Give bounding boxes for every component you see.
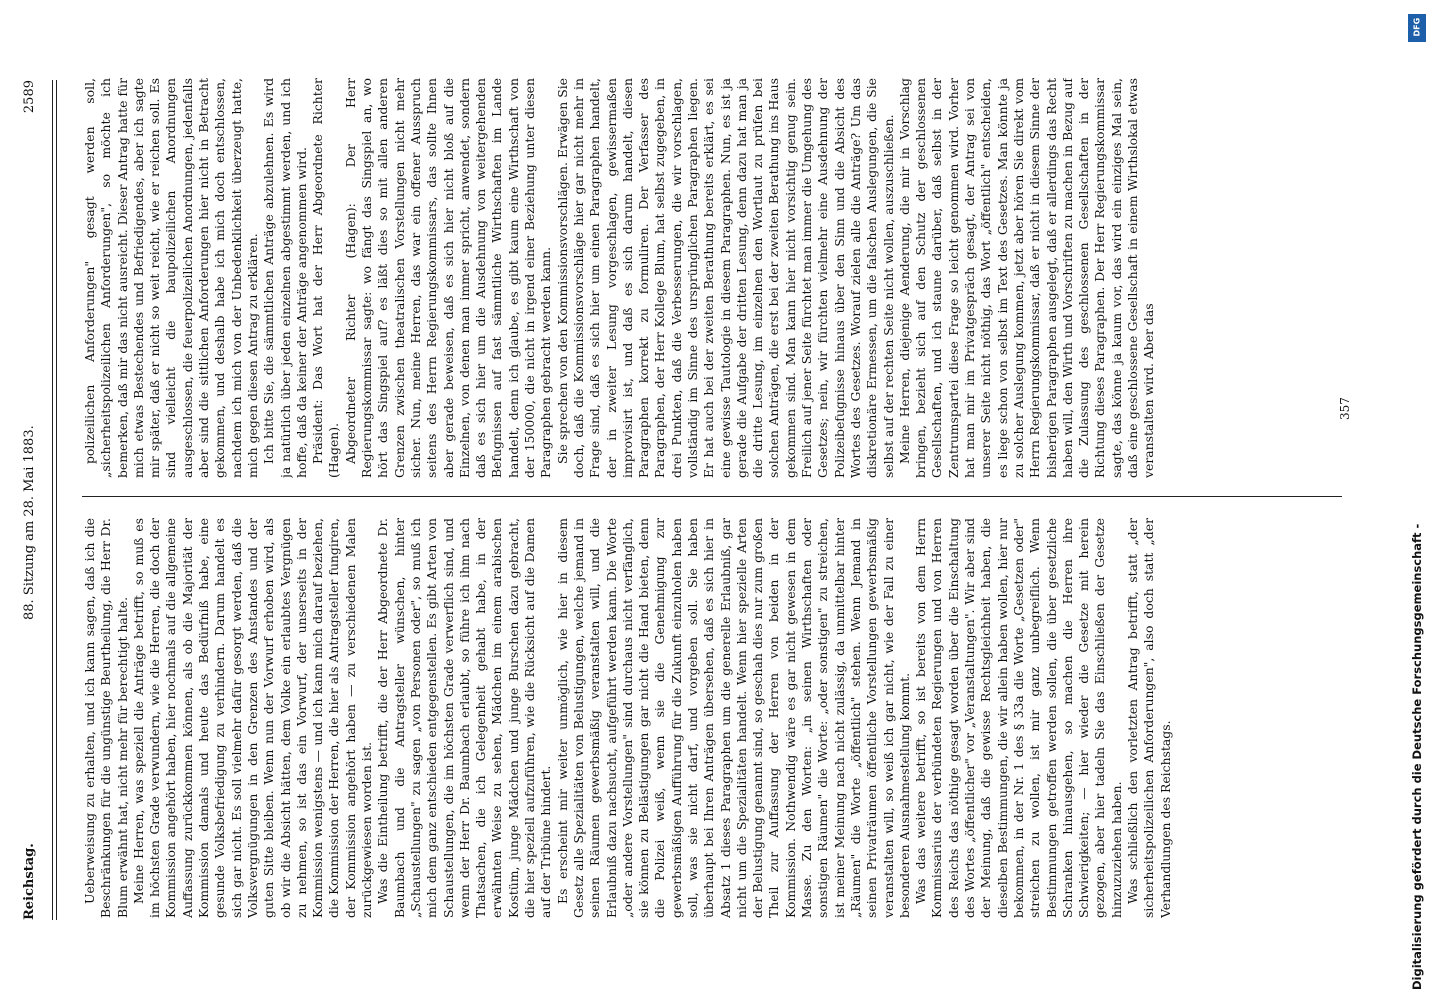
- dfg-logo: DFG: [1408, 14, 1426, 42]
- paragraph: Meine Herren, diejenige Aenderung, die mir in Vorschlag bringen, bezieht sich auf den Schutz der geschlossenen Gesellschaften, und ich staune darüber, daß selbst in der Zentrumspartei diese Frage so leicht genommen wird. Vorher hat man mir im Privatgespräch gesagt, der Antrag sei von unserer Seite nicht nöthig, das Wort „öffentlich" entscheiden, es liege schon von selbst im Text des Gesetzes. Man könnte ja zu solcher Auslegung kommen, jetzt aber hören Sie direkt vom Herrn Regierungskommissar, daß er nicht in diesem Sinne der bisherigen Paragraphen ausgelegt, daß er allerdings das Recht haben will, den Wirth und Vorschriften zu machen in Bezug auf die Zulassung des geschlossenen Gesellschaften in der Richtung dieses Paragraphen. Der Herr Regierungskommissar sagte, das könne ja kaum vor, das wird ein einziges Mal sein, daß eine geschlossene Gesellschaft in einem Wirthslokal etwas veranstalten wird. Aber das: [896, 78, 1157, 478]
- signature-mark: 357: [1338, 397, 1352, 420]
- paragraph: Was das weitere betrifft, so ist bereits von dem Herrn Kommissarius der verbündeten Regierungen und von Herren des Reichs das nöthige gesagt worden über die Einschaltung des Wortes „öffentlicher" vor „Veranstaltungen". Wir aber sind der Meinung, daß die gewisse Rechtsgleichheit haben, die dieselben Bestimmungen, die wir allein haben wollen, hier nur bekommen, in der Nr. 1 des § 33a die Worte „Gesetzen oder" streichen zu wollen, ist mir ganz unbegreiflich. Wenn Bestimmungen getroffen werden sollen, die über gesetzliche Schranken hinausgehen, so machen die Herren ihre Schwierigkeiten; — hier wieder die Gesetze mit herein gezogen, aber hier tadeln Sie das Einschließen der Gesetze hinzuzuziehen haben.: [913, 518, 1124, 918]
- header-rule-bottom: [56, 80, 57, 920]
- dfg-funding-note: Digitalisierung gefördert durch die Deutsche Forschungsgemeinschaft -: [1410, 523, 1424, 990]
- paragraph: Sie sprechen von den Kommissionsvorschlägen. Erwägen Sie doch, daß die Kommissionsvorschläge hier gar nicht mehr in Frage sind, daß es sich hier um einen Paragraphen handelt, der in zweiter Lesung vorgeschlagen, gewissermaßen improvisirt ist, und daß es sich darum handelt, diesen Paragraphen korrekt zu formuliren. Der Verfasser des Paragraphen, der Herr Kollege Blum, hat selbst zugegeben, in drei Punkten, daß die Verbesserungen, die wir vorschlagen, vollständig im Sinne des ursprünglichen Paragraphen liegen. Er hat auch bei der zweiten Berathung bereits erklärt, es sei eine gewisse Tautologie in diesem Paragraphen. Nun, es ist ja gerade die Aufgabe der dritten Lesung, denn dazu hat man ja die dritte Lesung, im einzelnen den Wortlaut zu prüfen bei solchen Anträgen, die erst bei der zweiten Berathung ins Haus gekommen sind. Man kann hier nicht vorsichtig genug sein. Freilich auf jener Seite fürchtet man immer die Umgehung des Gesetzes; nein, wir fürchten vielmehr eine Ausdehnung der Polizeibefugnisse hinaus über den Sinn und die Absicht des Wortes des Gesetzes. Worauf zielen alle die Anträge? Um das diskretionäre Ermessen, um die falschen Auslegungen, die Sie selbst auf der rechten Seite nicht wollen, auszuschließen.: [554, 78, 896, 478]
- paragraph-president: Präsident: Das Wort hat der Herr Abgeordnete Richter (Hagen).: [310, 78, 342, 478]
- paragraph: Ueberweisung zu erhalten, und ich kann sagen, daß ich die Beschränkungen für die ungünstige Beurtheilung, die Herr Dr. Blum erwähnt hat, nicht mehr für berechtigt halte.: [82, 518, 130, 918]
- column-divider: [82, 496, 1342, 497]
- paragraph: Was schließlich den vorletzten Antrag betrifft, statt „der sicherheitspolizeilichen Anforderungen", also doch statt „der Verhandlungen des Reichstags.: [1125, 518, 1173, 918]
- paragraph: Meine Herren, was speziell die Anträge betrifft, so muß es im höchsten Grade verwundern, wie die Herren, die doch der Kommission angehört haben, hier nochmals auf die allgemeine Auffassung zurückkommen können, als ob die Majorität der Kommission damals und heute das Bedürfniß habe, eine gesunde Volksbefriedigung zu verhindern. Darum handelt es sich gar nicht. Es soll vielmehr dafür gesorgt werden, daß die Volksvergnügungen in den Grenzen des Anstandes und der guten Sitte bleiben. Wenn nun der Vorwurf erhoben wird, als ob wir die Absicht hätten, dem Volke ein erlaubtes Vergnügen zu nehmen, so ist das ein Vorwurf, der unserseits in der Kommission wenigstens — und ich kann mich darauf beziehen, die Kommission der Herren, die hier als Antragsteller fungiren, der Kommission angehört haben — zu verschiedenen Malen zurückgewiesen worden ist.: [130, 518, 375, 918]
- paragraph: Abgeordneter Richter (Hagen): Der Herr Regierungskommissar sagte: wo fängt das Singspiel an, wo hört das Singspiel auf? es läßt dies so mit allen anderen Grenzen zwischen theatralischen Vorstellungen nicht mehr sicher. Nun, meine Herren, das war ein offener Ausspruch seitens des Herrn Regierungskommissars, das sollte Ihnen aber gerade beweisen, daß es sich hier nicht bloß auf die Einzelnen, von denen man immer spricht, anwendet, sondern daß es sich hier um die Ausdehnung von weitergehenden Befugnissen auf fast sämmtliche Wirthschaften im Lande handelt, denn ich glaube, es gibt kaum eine Wirthschaft von der 150000, die nicht in irgend einer Beziehung unter diesen Paragraphen gebracht werden kann.: [342, 78, 554, 478]
- header-page-number: 2589: [22, 80, 37, 114]
- paragraph: Was die Eintheilung betrifft, die der Herr Abgeordnete Dr. Baumbach und die Antragsteller wünschen, hinter „Schaustellungen" zu sagen „von Personen oder", so muß ich mich dem ganz entschieden entgegenstellen. Es gibt Arten von Schaustellungen, die im höchsten Grade verwerflich sind, und wenn der Herr Dr. Baumbach erlaubt, so führe ich ihm nach Thatsachen, die ich Gelegenheit gehabt habe, in der erwähnten Weise zu sehen, Mädchen im einem arabischen Kostüm, junge Mädchen und junge Burschen dazu gebracht, die hier speziell aufzuführen, wie die Rücksicht auf die Damen auf der Tribüne hindert.: [375, 518, 554, 918]
- paragraph: polizeilichen Anforderungen" gesagt werden soll, „sicherheitspolizeilichen Anforderungen", so möchte ich bemerken, daß mir das nicht ausreicht. Dieser Antrag hatte für mich etwas Bestechendes und Befriedigendes, aber ich sagte mir später, daß er nicht so weit reicht, wie er reichen soll. Es sind vielleicht die baupolizeilichen Anordnungen ausgeschlossen, die feuerpolizeilichen Anordnungen, jedenfalls aber sind die sittlichen Anforderungen hier nicht in Betracht gekommen, und deshalb habe ich mich doch entschlossen, nachdem ich mich von der Unbedenklichkeit überzeugt hatte, mich gegen diesen Antrag zu erklären.: [82, 78, 260, 478]
- header-session-date: 88. Sitzung am 28. Mai 1883.: [22, 425, 37, 620]
- text-column-left: [82, 518, 1352, 918]
- rotated-page-content: [0, 60, 1380, 940]
- running-header: [22, 60, 52, 920]
- paragraph: Ich bitte Sie, die sämmtlichen Anträge abzulehnen. Es wird ja natürlich über jeden einzelnen abgestimmt werden, und ich hoffe, daß da keiner der Anträge angenommen wird.: [261, 78, 309, 478]
- text-column-right: [82, 78, 1352, 478]
- header-left: Reichstag.: [22, 843, 37, 920]
- dfg-sidebar: [1404, 0, 1430, 1000]
- header-rule-top: [52, 80, 53, 920]
- paragraph: Es erscheint mir weiter unmöglich, wie hier in diesem Gesetz alle Spezialitäten von Belustigungen, welche jemand in seinen Räumen gewerbsmäßig veranstalten will, und die Erlaubniß dazu nachsucht, aufgeführt werden kann. Die Worte „oder andere Vorstellungen" sind durchaus nicht verfänglich, sie können zu Belästigungen gar nicht die Hand bieten, denn die Polizei weiß, wenn sie die Genehmigung zur gewerbsmäßigen Aufführung für die Zukunft einzuholen haben soll, was sie nicht darf, und vorgeben soll. Sie haben überhaupt bei Ihren Anträgen übersehen, daß es sich hier in Absatz 1 dieses Paragraphen um die generelle Erlaubniß, gar nicht um die Spezialitäten handelt. Wenn hier spezielle Arten der Belustigung genannt sind, so geschah dies nur zum großen Theil zur Auffassung der Herren von beiden in der Kommission. Nothwendig wäre es gar nicht gewesen in dem Masse. Zu den Worten: „in seinen Wirthschaften oder sonstigen Räumen" die Worte: „oder sonstigen" zu streichen, ist meiner Meinung nach nicht zulässig, da unmittelbar hinter „Räumen" die Worte „öffentlich" stehen. Wenn Jemand in seinen Privaträumen öffentliche Vorstellungen gewerbsmäßig veranstalten will, so weiß ich gar nicht, wie der Fall zu einer besonderen Ausnahmestellung kommt.: [554, 518, 912, 918]
